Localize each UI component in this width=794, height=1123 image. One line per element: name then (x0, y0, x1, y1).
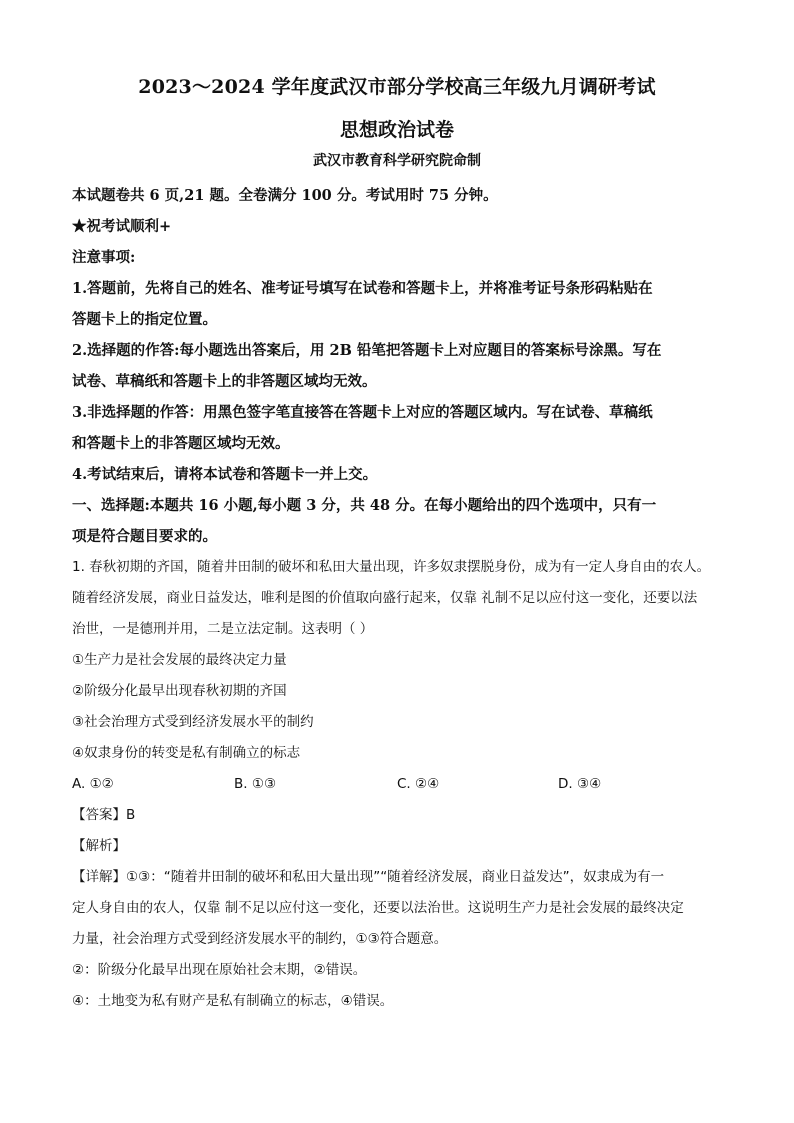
option-c: C. ②④ (397, 776, 440, 792)
notice-item-2-cont: 试卷、草稿纸和答题卡上的非答题区域均无效。 (72, 373, 377, 390)
question-1-stem-end: 治世，一是德刑并用，二是立法定制。这表明（ ） (72, 621, 374, 637)
question-1-stem: 1. 春秋初期的齐国，随着井田制的破坏和私田大量出现，许多奴隶摆脱身份，成为有一定人身自由的农人。 (72, 559, 711, 575)
detail-line-2: 定人身自由的农人，仅靠 制不足以应付这一变化，还要以法治世。这说明生产力是社会发展的最终决定 (72, 900, 684, 916)
detail-line-1: 【详解】①③：“随着井田制的破坏和私田大量出现”“随着经济发展，商业日益发达”，奴隶成为有一 (72, 869, 665, 885)
exam-body (72, 180, 732, 1017)
option-d: D. ③④ (558, 776, 602, 792)
exam-wish: ★祝考试顺利+ (72, 218, 172, 235)
answer-options (72, 769, 732, 800)
statement-2: ②阶级分化最早出现春秋初期的齐国 (72, 683, 287, 699)
exam-intro: 本试题卷共 6 页,21 题。全卷满分 100 分。考试用时 75 分钟。 (72, 187, 498, 204)
question-1-stem-cont: 随着经济发展，商业日益发达，唯利是图的价值取向盛行起来，仅靠 礼制不足以应付这一变化，还要以法 (72, 590, 698, 606)
answer-value: B (126, 807, 136, 823)
option-a: A. ①② (72, 776, 114, 792)
notice-item-1: 1.答题前，先将自己的姓名、准考证号填写在试卷和答题卡上，并将准考证号条形码粘贴在 (72, 280, 653, 297)
notice-item-3: 3.非选择题的作答：用黑色签字笔直接答在答题卡上对应的答题区域内。写在试卷、草稿纸 (72, 404, 653, 421)
section-heading-cont: 项是符合题目要求的。 (72, 528, 217, 545)
analysis-label: 【解析】 (72, 838, 126, 854)
exam-subtitle: 思想政治试卷 (339, 119, 454, 141)
notice-heading: 注意事项: (72, 249, 136, 266)
answer-label: 【答案】 (72, 807, 126, 823)
exam-title: 2023～2024 学年度武汉市部分学校高三年级九月调研考试 (138, 76, 656, 98)
option-b: B. ①③ (234, 776, 277, 792)
statement-3: ③社会治理方式受到经济发展水平的制约 (72, 714, 314, 730)
section-heading: 一、选择题:本题共 16 小题,每小题 3 分，共 48 分。在每小题给出的四个选项中，只有一 (72, 497, 657, 514)
detail-line-5: ④：土地变为私有财产是私有制确立的标志，④错误。 (72, 993, 394, 1009)
notice-item-3-cont: 和答题卡上的非答题区域均无效。 (72, 435, 290, 452)
exam-organizer: 武汉市教育科学研究院命制 (313, 153, 481, 169)
notice-item-1-cont: 答题卡上的指定位置。 (72, 311, 217, 328)
answer-line (72, 800, 732, 831)
statement-1: ①生产力是社会发展的最终决定力量 (72, 652, 287, 668)
notice-item-4: 4.考试结束后，请将本试卷和答题卡一并上交。 (72, 466, 378, 483)
notice-item-2: 2.选择题的作答:每小题选出答案后，用 2B 铅笔把答题卡上对应题目的答案标号涂黑。写在 (72, 342, 662, 359)
statement-4: ④奴隶身份的转变是私有制确立的标志 (72, 745, 301, 761)
detail-line-4: ②：阶级分化最早出现在原始社会末期，②错误。 (72, 962, 367, 978)
detail-line-3: 力量，社会治理方式受到经济发展水平的制约，①③符合题意。 (72, 931, 448, 947)
